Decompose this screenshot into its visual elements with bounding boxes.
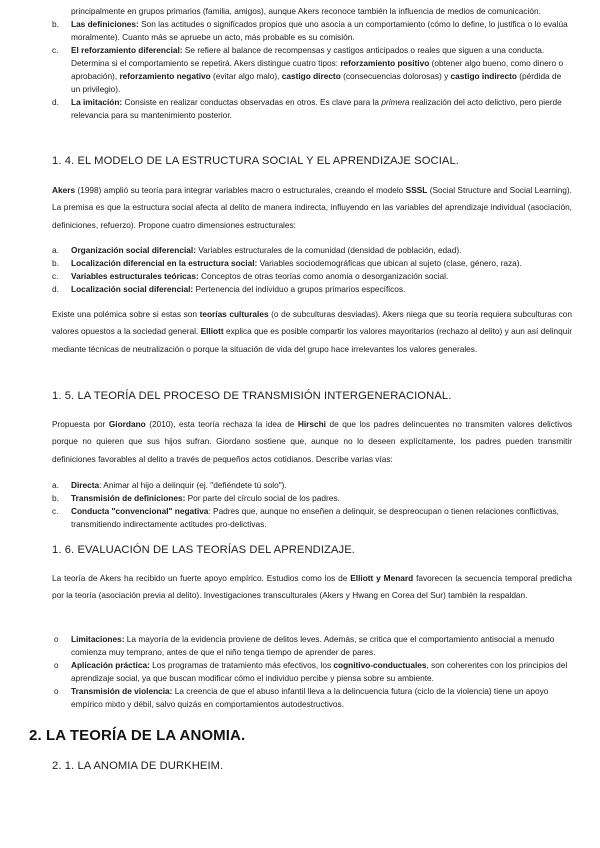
bold-term: Limitaciones: (71, 634, 125, 644)
text-run: La mayoría de la evidencia proviene de delitos leves. Además, se critica que el comportamiento antisocial a menudo comienza muy temprano, antes de que el niño tenga tiempo de aprender de pares. (71, 634, 555, 657)
text-run: (1998) amplió su teoría para integrar variables macro o estructurales, creando el modelo (75, 185, 406, 195)
text-run: Pertenencia del individuo a grupos primarios específicos. (193, 284, 406, 294)
italic-term: primera (381, 97, 410, 107)
heading-2: 2. LA TEORÍA DE LA ANOMIA. (29, 727, 246, 744)
list-item (52, 18, 572, 44)
bold-term: Localización social diferencial: (71, 284, 194, 294)
list-marker: b. (52, 493, 59, 503)
bold-term: SSSL (405, 185, 428, 195)
text-run: explica que es posible compartir los valores mayoritarios (rechazo al delito) y aun así delinquir mediante técnicas de neutralización o porque la situación de vida del grupo hace irrelevantes los valores generales. (52, 326, 572, 354)
list-item (52, 283, 572, 296)
text-run: realización del acto delictivo, pero pierde relevancia para su mantenimiento posterior. (71, 97, 562, 120)
list-item (52, 44, 572, 96)
bold-term: teorías culturales (199, 309, 269, 319)
text-run: , son coherentes con los principios del aprendizaje social, ya que buscan modificar cómo el individuo percibe y piensa sobre su ambiente. (71, 660, 568, 683)
text-run: Existe una polémica sobre si estas son (52, 309, 200, 319)
text-run: (2010), esta teoría rechaza la idea de (145, 419, 298, 429)
bold-term: Organización social diferencial: (71, 245, 196, 255)
bold-term: Variables estructurales teóricas: (71, 271, 199, 281)
text-run: (consecuencias dolorosas) y (340, 71, 451, 81)
heading-2-1: 2. 1. LA ANOMIA DE DURKHEIM. (52, 760, 224, 772)
text-run: de que los padres delincuentes no transmiten valores delictivos porque no quieren que sus hijos sufran. Giordano sostiene que, aunque no lo deseen explícitamente, los padres pueden transmitir definiciones favorables al delito a través de pequeños actos cotidianos. Describe varias vías: (52, 419, 572, 464)
bold-term: Directa (71, 480, 100, 490)
heading-1-6: 1. 6. EVALUACIÓN DE LAS TEORÍAS DEL APRENDIZAJE. (52, 544, 356, 556)
text-run: : Animar al hijo a delinquir (ej. "defiéndete tú solo"). (99, 480, 287, 490)
list-item (52, 257, 572, 270)
paragraph-giordano (52, 416, 572, 468)
text-run: Consiste en realizar conductas observadas en otros. Es clave para la (122, 97, 382, 107)
list-marker: b. (52, 19, 59, 29)
text-run: La teoría de Akers ha recibido un fuerte apoyo empírico. Estudios como los de (52, 573, 351, 583)
list-marker: d. (52, 97, 59, 107)
text-run: (pérdida de un privilegio). (71, 71, 562, 94)
text-run: : Padres que, aunque no enseñen a delinquir, se despreocupan o tienen relaciones conflictivas, transmitiendo indirectamente actitudes pro-delictivas. (71, 506, 559, 529)
bullet-circle: o (54, 687, 59, 696)
text-run: principalmente en grupos primarios (familia, amigos), aunque Akers reconoce también la influencia de medios de comunicación. (71, 6, 541, 16)
list-transmission-paths (52, 479, 572, 531)
text-run: (evitar algo malo), (210, 71, 282, 81)
bold-term: Hirschi (297, 419, 326, 429)
text-run: (Social Structure and Social Learning). La premisa es que la estructura social afecta al delito de manera indirecta, influyendo en las variables del aprendizaje individual (asociación, definiciones, refuerzo). Propone cuatro dimensiones estructurales: (52, 185, 572, 230)
list-marker: c. (52, 271, 59, 281)
bold-term: Las definiciones: (71, 19, 139, 29)
bold-term: Aplicación práctica: (71, 660, 150, 670)
text-run: Se refiere al balance de recompensas y castigos anticipados o reales que siguen a una conducta. Determina si el comportamiento se repetirá. Akers distingue cuatro tipos: (71, 45, 545, 68)
text-run: Variables sociodemográficas que ubican al sujeto (clase, género, raza). (257, 258, 522, 268)
bold-term: Localización diferencial en la estructura social: (71, 258, 258, 268)
bold-term: La imitación: (71, 97, 123, 107)
list-item (52, 659, 572, 685)
list-item (52, 492, 572, 505)
text-run: (o de subculturas desviadas). Akers niega que su teoría requiera subculturas con valores opuestos a la sociedad general. (52, 309, 572, 337)
bold-term: Conducta "convencional" negativa (71, 506, 209, 516)
bold-term: castigo directo (281, 71, 341, 81)
text-run: Por parte del círculo social de los padres. (185, 493, 340, 503)
bullet-circle: o (54, 635, 59, 644)
bold-term: Transmisión de definiciones: (71, 493, 186, 503)
list-item (52, 633, 572, 659)
text-run: (obtener algo bueno, como dinero o aprobación), (71, 58, 564, 81)
list-learning-mechanisms (52, 5, 572, 122)
list-item (52, 479, 572, 492)
paragraph-cultural-theories (52, 306, 572, 358)
text-run: Propuesta por (52, 419, 109, 429)
bold-term: El reforzamiento diferencial: (71, 45, 183, 55)
text-run: Son las actitudes o significados propios que uno asocia a un comportamiento (cómo lo define, lo justifica o lo evalúa moralmente). Cuanto más se apruebe un acto, más probable es su comisión. (71, 19, 568, 42)
list-evaluation-points (52, 633, 572, 711)
bold-term: Elliott (200, 326, 224, 337)
bold-term: Transmisión de violencia: (71, 686, 173, 696)
heading-1-4: 1. 4. EL MODELO DE LA ESTRUCTURA SOCIAL Y EL APRENDIZAJE SOCIAL. (52, 155, 459, 167)
bold-term: Akers (52, 185, 76, 195)
list-marker: d. (52, 284, 59, 294)
list-marker: a. (52, 245, 59, 255)
list-item (52, 96, 572, 122)
list-marker: a. (52, 480, 59, 490)
bullet-circle: o (54, 661, 59, 670)
text-run: favorecen la secuencia temporal predicha por la teoría (asociación previa al delito). Investigaciones transculturales (Akers y Hwang en Corea del Sur) también la respaldan. (52, 573, 572, 601)
bold-term: Giordano (108, 419, 146, 429)
bold-term: castigo indirecto (450, 71, 517, 81)
list-structural-dimensions (52, 244, 572, 296)
text-run: Los programas de tratamiento más efectivos, los (149, 660, 334, 670)
bold-term: reforzamiento positivo (340, 58, 430, 68)
list-item (52, 505, 572, 531)
bold-term: Elliott y Menard (350, 573, 414, 583)
list-marker: c. (52, 506, 59, 516)
paragraph-akers-sssl (52, 182, 572, 234)
list-item (52, 244, 572, 257)
bold-term: reforzamiento negativo (119, 71, 211, 81)
text-run: Conceptos de otras teorías como anomia o desorganización social. (198, 271, 449, 281)
paragraph-evaluation (52, 570, 572, 605)
text-run: Variables estructurales de la comunidad (densidad de población, edad). (195, 245, 462, 255)
list-marker: c. (52, 45, 59, 55)
list-item (52, 5, 572, 18)
list-item (52, 685, 572, 711)
list-item (52, 270, 572, 283)
heading-1-5: 1. 5. LA TEORÍA DEL PROCESO DE TRANSMISIÓN INTERGENERACIONAL. (52, 390, 452, 402)
text-run: La creencia de que el abuso infantil lleva a la delincuencia futura (ciclo de la violencia) tiene un apoyo empírico mixto y débil, salvo quizás en comportamientos autodestructivos. (71, 686, 549, 709)
list-marker: b. (52, 258, 59, 268)
bold-term: cognitivo-conductuales (333, 660, 427, 670)
